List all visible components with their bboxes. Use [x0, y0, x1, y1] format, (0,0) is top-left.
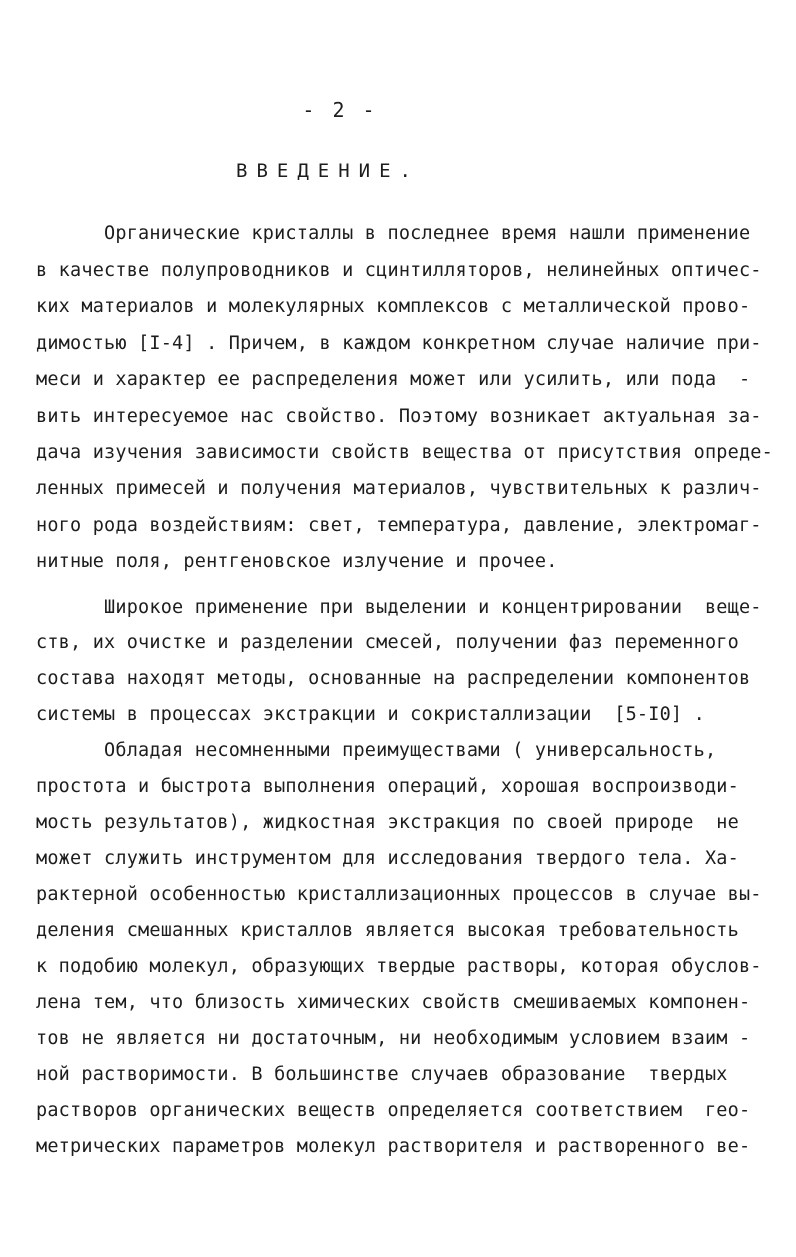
section-heading: ВВЕДЕНИЕ.	[236, 160, 420, 182]
text-line: может служить инструментом для исследования твердого тела. Ха-	[36, 848, 739, 869]
text-line: ких материалов и молекулярных комплексов с металлической прово-	[36, 296, 751, 317]
text-line: ств, их очистке и разделении смесей, получении фаз переменного	[36, 632, 739, 653]
text-line: деления смешанных кристаллов является высокая требовательность	[36, 920, 739, 941]
text-line: нитные поля, рентгеновское излучение и прочее.	[36, 551, 558, 572]
text-line: Органические кристаллы в последнее время нашли применение	[36, 223, 751, 244]
text-line: лена тем, что близость химических свойств смешиваемых компонен-	[36, 992, 751, 1013]
text-line: метрических параметров молекул растворителя и растворенного ве-	[36, 1136, 751, 1157]
text-line: меси и характер ее распределения может или усилить, или пода -	[36, 369, 751, 390]
text-line: состава находят методы, основанные на распределении компонентов	[36, 668, 751, 689]
text-line: мость результатов), жидкостная экстракция по своей природе не	[36, 812, 739, 833]
text-line: Обладая несомненными преимуществами ( универсальность,	[36, 740, 717, 761]
text-line: растворов органических веществ определяется соответствием гео-	[36, 1100, 751, 1121]
page-number: - 2 -	[302, 98, 378, 122]
text-line: тов не является ни достаточным, ни необходимым условием взаим -	[36, 1028, 751, 1049]
text-line: к подобию молекул, образующих твердые растворы, которая обуслов-	[36, 956, 762, 977]
text-line: ленных примесей и получения материалов, чувствительных к различ-	[36, 478, 762, 499]
text-line: димостью [I-4] . Причем, в каждом конкретном случае наличие при-	[36, 333, 762, 354]
text-line: вить интересуемое нас свойство. Поэтому возникает актуальная за-	[36, 406, 762, 427]
text-line: Широкое применение при выделении и концентрировании веще-	[36, 597, 762, 618]
text-line: рактерной особенностью кристаллизационных процессов в случае вы-	[36, 884, 762, 905]
text-line: ного рода воздействиям: свет, температура, давление, электромаг-	[36, 515, 762, 536]
text-line: ной растворимости. В большинстве случаев образование твердых	[36, 1064, 728, 1085]
text-line: простота и быстрота выполнения операций, хорошая воспроизводи-	[36, 776, 739, 797]
text-line: в качестве полупроводников и сцинтилляторов, нелинейных оптичес-	[36, 260, 762, 281]
text-line: системы в процессах экстракции и сокристаллизации [5-I0] .	[36, 704, 705, 725]
text-line: дача изучения зависимости свойств вещества от присутствия опреде-	[36, 442, 773, 463]
